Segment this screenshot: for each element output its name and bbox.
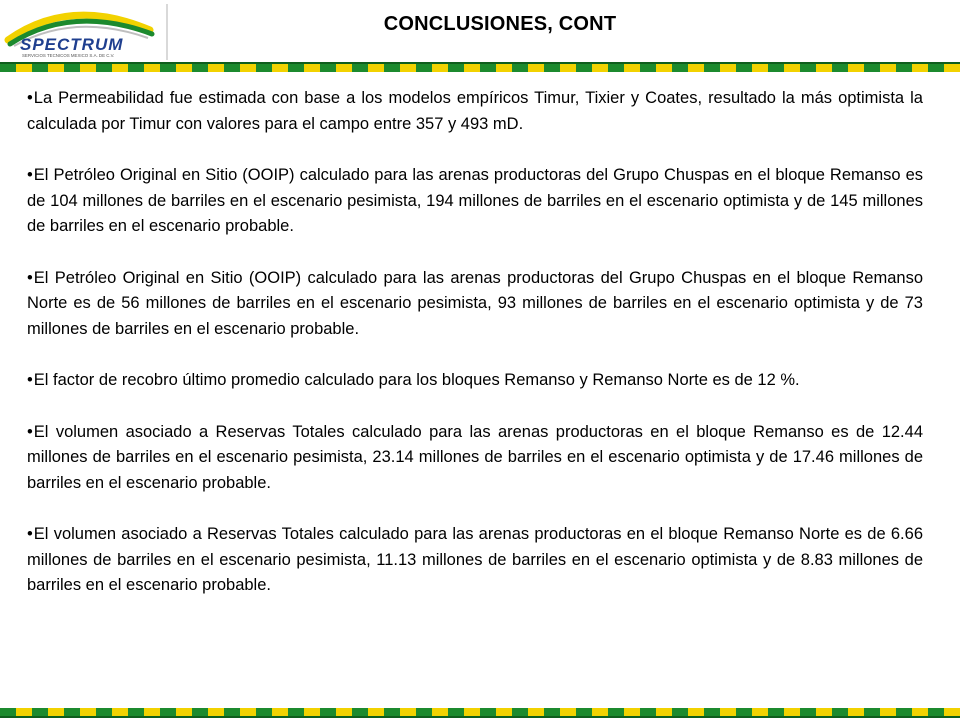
conclusion-text: El volumen asociado a Reservas Totales calculado para las arenas productoras en el bloque Remanso es de 12.44 millones de barriles en el escenario pesimista, 23.14 millones de barriles en el escenario optimista y de 17.46 millones de barriles en el escenario probable.	[27, 422, 923, 492]
conclusion-text: El Petróleo Original en Sitio (OOIP) calculado para las arenas productoras del Grupo Chuspas en el bloque Remanso es de 104 millones de barriles en el escenario pesimista, 194 millones de barriles en el escenario optimista y de 145 millones de barriles en el escenario probable.	[27, 166, 923, 235]
bullet-mark: •	[27, 422, 33, 441]
conclusion-item	[27, 522, 923, 599]
bullet-mark: •	[27, 268, 33, 287]
footer-stripe	[0, 708, 960, 716]
conclusion-item	[27, 368, 923, 394]
bullet-mark: •	[27, 166, 33, 184]
conclusions-list	[27, 86, 923, 625]
bullet-mark: •	[27, 525, 33, 543]
spectrum-logo	[0, 0, 166, 62]
bullet-mark: •	[27, 371, 33, 389]
conclusion-text: El Petróleo Original en Sitio (OOIP) calculado para las arenas productoras del Grupo Chuspas en el bloque Remanso Norte es de 56 millones de barriles en el escenario pesimista, 93 millones de barriles en el escenario optimista y de 73 millones de barriles en el escenario probable.	[27, 268, 923, 338]
conclusion-text: El volumen asociado a Reservas Totales calculado para las arenas productoras en el bloque Remanso Norte es de 6.66 millones de barriles en el escenario pesimista, 11.13 millones de barriles en el escenario optimista y de 8.83 millones de barriles en el escenario probable.	[27, 525, 923, 594]
conclusion-item	[27, 266, 923, 343]
footer-stripe-line	[0, 716, 960, 718]
conclusion-item	[27, 163, 923, 240]
logo-divider	[166, 4, 168, 60]
bullet-mark: •	[27, 89, 33, 107]
conclusion-item	[27, 420, 923, 497]
spectrum-logo-tagline: SERVICIOS TECNICOS MEXICO S.A. DE C.V.	[22, 53, 115, 58]
header-stripe	[0, 64, 960, 72]
spectrum-logo-word: SPECTRUM	[20, 35, 124, 54]
conclusion-item	[27, 86, 923, 137]
page-title: CONCLUSIONES, CONT	[383, 13, 617, 35]
spectrum-logo-graphic	[0, 0, 166, 62]
conclusion-text: La Permeabilidad fue estimada con base a los modelos empíricos Timur, Tixier y Coates, resultado la más optimista la calculada por Timur con valores para el campo entre 357 y 493 mD.	[27, 89, 923, 133]
conclusion-text: El factor de recobro último promedio calculado para los bloques Remanso y Remanso Norte es de 12 %.	[33, 371, 800, 389]
